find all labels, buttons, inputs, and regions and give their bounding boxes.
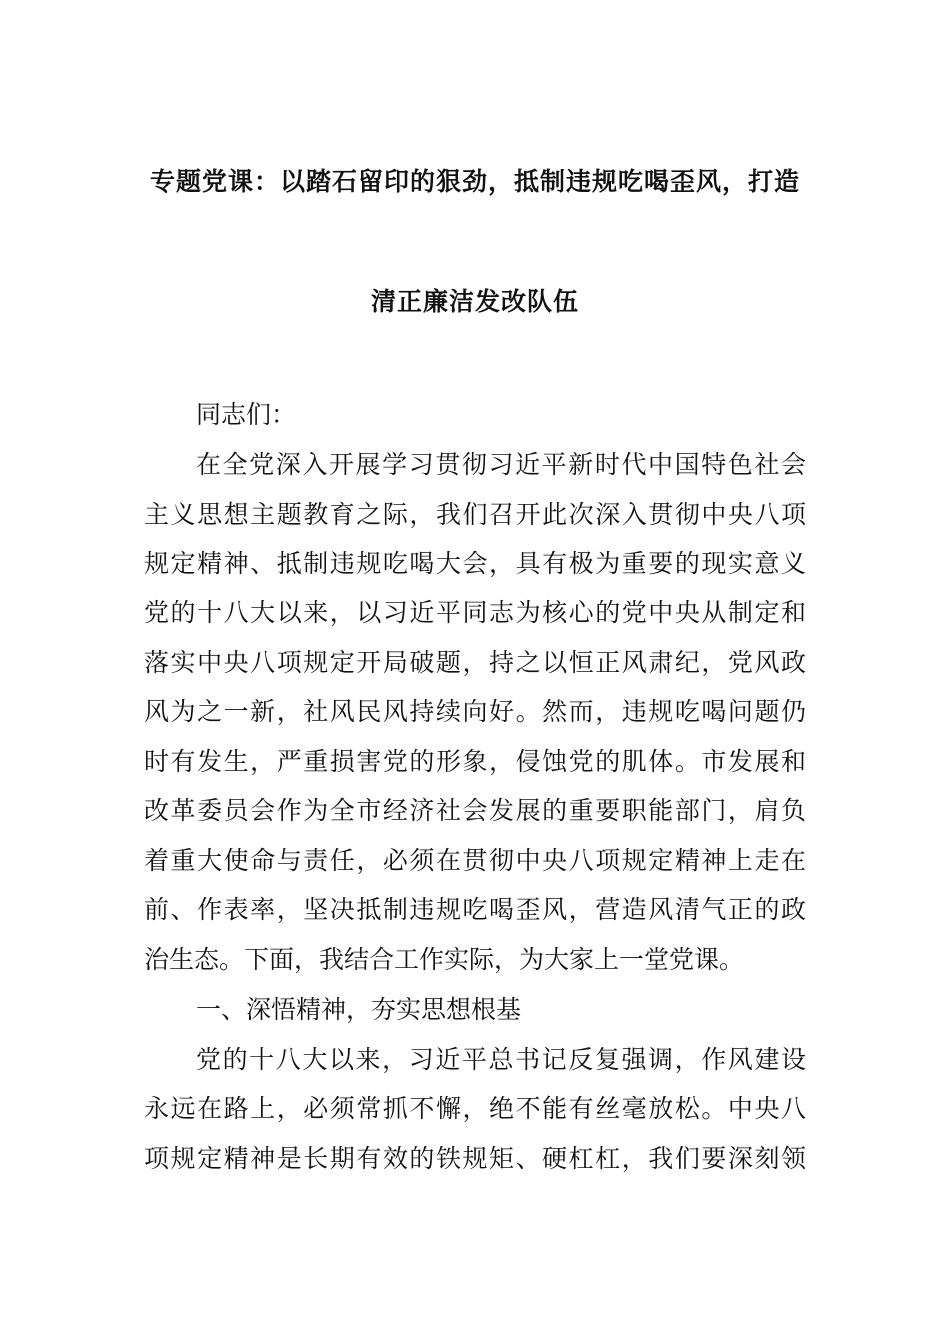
paragraph-line: 党的十八大以来，以习近平同志为核心的党中央从制定和	[144, 598, 806, 627]
paragraph-line: 着重大使命与责任，必须在贯彻中央八项规定精神上走在	[144, 846, 806, 875]
paragraph-line: 项规定精神是长期有效的铁规矩、硬杠杠，我们要深刻领	[144, 1144, 806, 1173]
paragraph-line: 党的十八大以来，习近平总书记反复强调，作风建设	[196, 1045, 806, 1074]
paragraph-line: 规定精神、抵制违规吃喝大会，具有极为重要的现实意义	[144, 549, 806, 578]
paragraph-line: 治生态。下面，我结合工作实际，为大家上一堂党课。	[144, 945, 745, 974]
section-heading: 一、深悟精神，夯实思想根基	[196, 995, 522, 1024]
document-title-line-2: 清正廉洁发改队伍	[370, 287, 579, 316]
document-title-line-1: 专题党课：以踏石留印的狠劲，抵制违规吃喝歪风，打造	[149, 167, 800, 196]
salutation: 同志们：	[196, 400, 297, 429]
paragraph-line: 落实中央八项规定开局破题，持之以恒正风肃纪，党风政	[144, 648, 806, 677]
paragraph-line: 时有发生，严重损害党的形象，侵蚀党的肌体。市发展和	[144, 747, 806, 776]
paragraph-line: 在全党深入开展学习贯彻习近平新时代中国特色社会	[196, 450, 806, 479]
paragraph-line: 永远在路上，必须常抓不懈，绝不能有丝毫放松。中央八	[144, 1094, 806, 1123]
paragraph-line: 前、作表率，坚决抵制违规吃喝歪风，营造风清气正的政	[144, 895, 806, 924]
paragraph-line: 改革委员会作为全市经济社会发展的重要职能部门，肩负	[144, 796, 806, 825]
paragraph-line: 风为之一新，社风民风持续向好。然而，违规吃喝问题仍	[144, 697, 806, 726]
paragraph-line: 主义思想主题教育之际，我们召开此次深入贯彻中央八项	[144, 500, 806, 529]
